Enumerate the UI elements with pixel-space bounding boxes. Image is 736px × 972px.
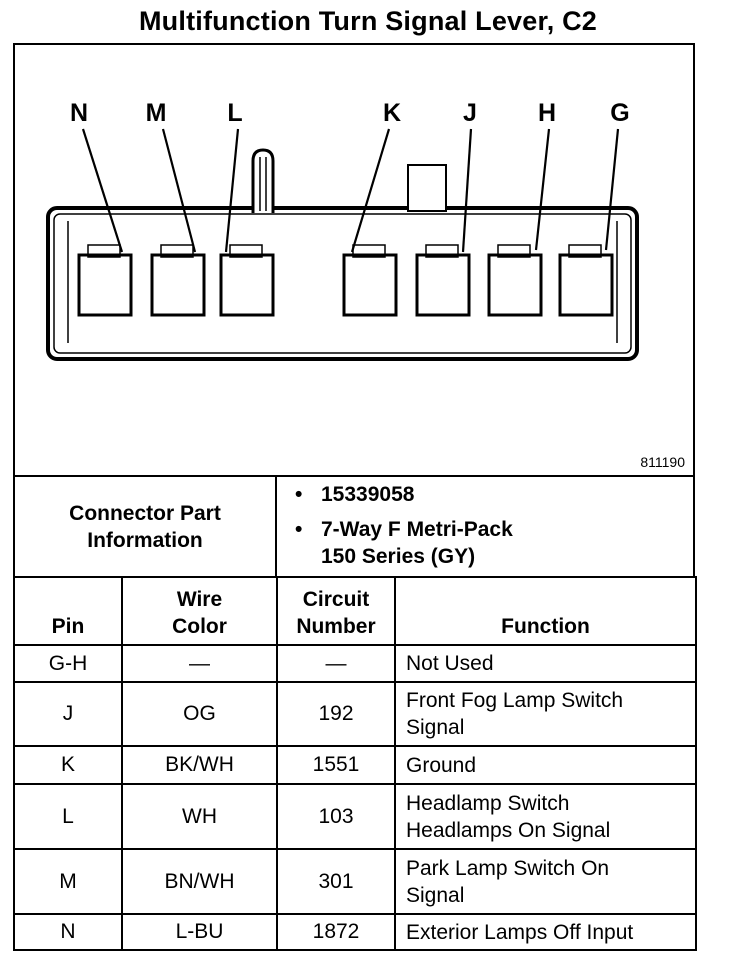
pin-cell: J (14, 682, 122, 746)
connector-info-label-line2: Information (87, 528, 203, 552)
function-cell: Exterior Lamps Off Input (395, 914, 696, 950)
header-function: Function (395, 577, 696, 645)
function-cell: Headlamp Switch Headlamps On Signal (395, 784, 696, 849)
wire-color-cell: OG (122, 682, 277, 746)
bullet: • (295, 518, 303, 541)
table-row (14, 645, 696, 682)
connector-info-label-line1: Connector Part (69, 501, 221, 525)
table-header-row (14, 577, 696, 645)
connector-drawing (15, 45, 693, 475)
header-wire-color: Wire Color (122, 577, 277, 645)
pin-table (13, 576, 697, 951)
wire-color-cell: — (122, 645, 277, 682)
part-number: 15339058 (321, 483, 415, 506)
pin-cell: G-H (14, 645, 122, 682)
pin-label-k: K (382, 99, 402, 127)
function-cell: Not Used (395, 645, 696, 682)
connector-info-item (295, 516, 693, 570)
pin-cell: L (14, 784, 122, 849)
connector-part-info (13, 477, 695, 578)
connector-info-list (277, 477, 693, 580)
function-cell: Front Fog Lamp Switch Signal (395, 682, 696, 746)
bullet: • (295, 483, 303, 506)
connector-series: 150 Series (GY) (321, 545, 476, 568)
page-title: Multifunction Turn Signal Lever, C2 (138, 6, 598, 36)
header-pin: Pin (14, 577, 122, 645)
table-row (14, 682, 696, 746)
table-row (14, 784, 696, 849)
function-cell: Ground (395, 746, 696, 784)
pin-label-l: L (227, 99, 243, 127)
pin-label-n: N (69, 99, 89, 127)
wire-color-cell: L-BU (122, 914, 277, 950)
leader-lines (83, 129, 618, 252)
pin-label-m: M (145, 99, 167, 127)
circuit-cell: 192 (277, 682, 395, 746)
function-cell: Park Lamp Switch On Signal (395, 849, 696, 914)
wire-color-cell: BN/WH (122, 849, 277, 914)
connector-diagram (13, 43, 695, 477)
circuit-cell: — (277, 645, 395, 682)
table-row (14, 849, 696, 914)
header-circuit-number: Circuit Number (277, 577, 395, 645)
circuit-cell: 1551 (277, 746, 395, 784)
pin-label-j: J (463, 99, 477, 127)
pin-cell: M (14, 849, 122, 914)
table-row (14, 914, 696, 950)
pin-label-g: G (610, 99, 630, 127)
circuit-cell: 301 (277, 849, 395, 914)
connector-type: 7-Way F Metri-Pack (321, 518, 513, 541)
figure-number: 811190 (640, 454, 685, 470)
wire-color-cell: WH (122, 784, 277, 849)
wire-color-cell: BK/WH (122, 746, 277, 784)
pin-cell: K (14, 746, 122, 784)
connector-info-label (15, 477, 277, 576)
table-row (14, 746, 696, 784)
terminal-cavities (79, 245, 612, 315)
connector-info-item (295, 481, 693, 508)
circuit-cell: 1872 (277, 914, 395, 950)
pin-cell: N (14, 914, 122, 950)
circuit-cell: 103 (277, 784, 395, 849)
pin-label-h: H (537, 99, 557, 127)
